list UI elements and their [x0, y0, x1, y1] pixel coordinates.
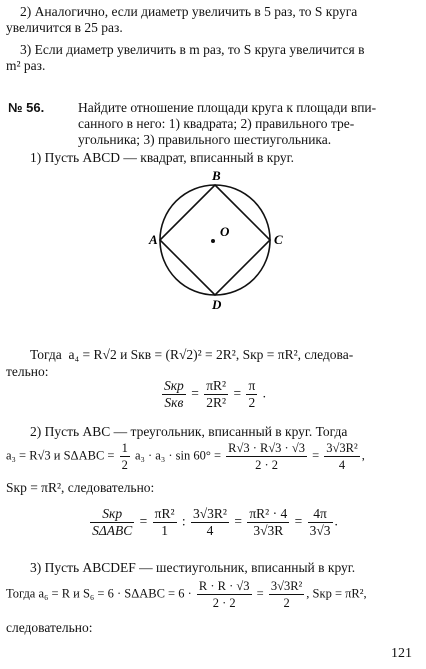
formula-line: Тогда a₄ = R√2 и Sкв = (R√2)² = 2R², Sкр = πR², следова-	[30, 347, 354, 362]
formula-line: a₃ = R√3 и SΔABC = $\frac{1}{2}$ a₃ · a₃ · sin 60° = $\frac{R√3 \cdot R√3 \cdot √3}{2 \cdot 2}$ = $\frac{\text{3√3R²}}{4}$ ,	[6, 441, 365, 472]
vertex-label-b: B	[212, 168, 221, 183]
text-line: m² раз.	[6, 58, 46, 73]
center-label-o: O	[220, 224, 230, 239]
page-number: 121	[391, 646, 412, 661]
center-point	[211, 239, 215, 243]
problem-block	[0, 100, 426, 116]
text-line: Sкр = πR², следовательно:	[6, 480, 155, 495]
text-line: 3) Пусть ABCDEF — шестиугольник, вписанный в круг.	[30, 560, 356, 575]
text-line: следовательно:	[6, 620, 93, 635]
vertex-label-a: A	[149, 232, 158, 247]
text-line: тельно:	[6, 364, 49, 379]
circle-shape	[160, 185, 270, 295]
vertex-label-d: D	[212, 297, 222, 312]
text-line: 2) Аналогично, если диаметр увеличить в 5 раз, то S круга	[20, 4, 358, 19]
formula-fraction-2: $\frac{\text{Sкр}}{\text{SΔABC}}$ = $\frac{\text{πR²}}{1}$ : $\frac{\text{3√3R²}}{4}$ = $\frac{\text{πR² · 4}}{3√3R}$ = $\frac{4\pi}{3√3}$ .	[92, 506, 338, 538]
circle-square-figure	[140, 166, 290, 316]
problem-text-line: Найдите отношение площади круга к площади впи-	[78, 100, 377, 115]
vertex-label-c: C	[274, 232, 283, 247]
text-line: 2) Пусть ABC — треугольник, вписанный в круг. Тогда	[30, 424, 348, 439]
formula-fraction-1: $\frac{\text{Sкр}}{\text{Sкв}}$ = $\frac{\text{πR²}}{\text{2R²}}$ = $\frac{\pi}{2}$ .	[163, 378, 267, 410]
problem-number: № 56.	[8, 100, 45, 115]
problem-text-line: угольника; 3) правильного шестиугольника.	[78, 132, 332, 147]
text-line: 3) Если диаметр увеличить в m раз, то S круга увеличится в	[20, 42, 365, 57]
text-line: 1) Пусть ABCD — квадрат, вписанный в круг.	[30, 150, 295, 165]
problem-text-line: санного в него: 1) квадрата; 2) правильного тре-	[78, 116, 355, 131]
text-line: увеличится в 25 раз.	[6, 20, 123, 35]
formula-line: Тогда a₆ = R и S₆ = 6 · SΔABC = 6 · $\frac{R \cdot R \cdot √3}{2 \cdot 2}$ = $\frac{\text{3√3R²}}{2}$ , Sкр = πR²,	[6, 579, 367, 610]
